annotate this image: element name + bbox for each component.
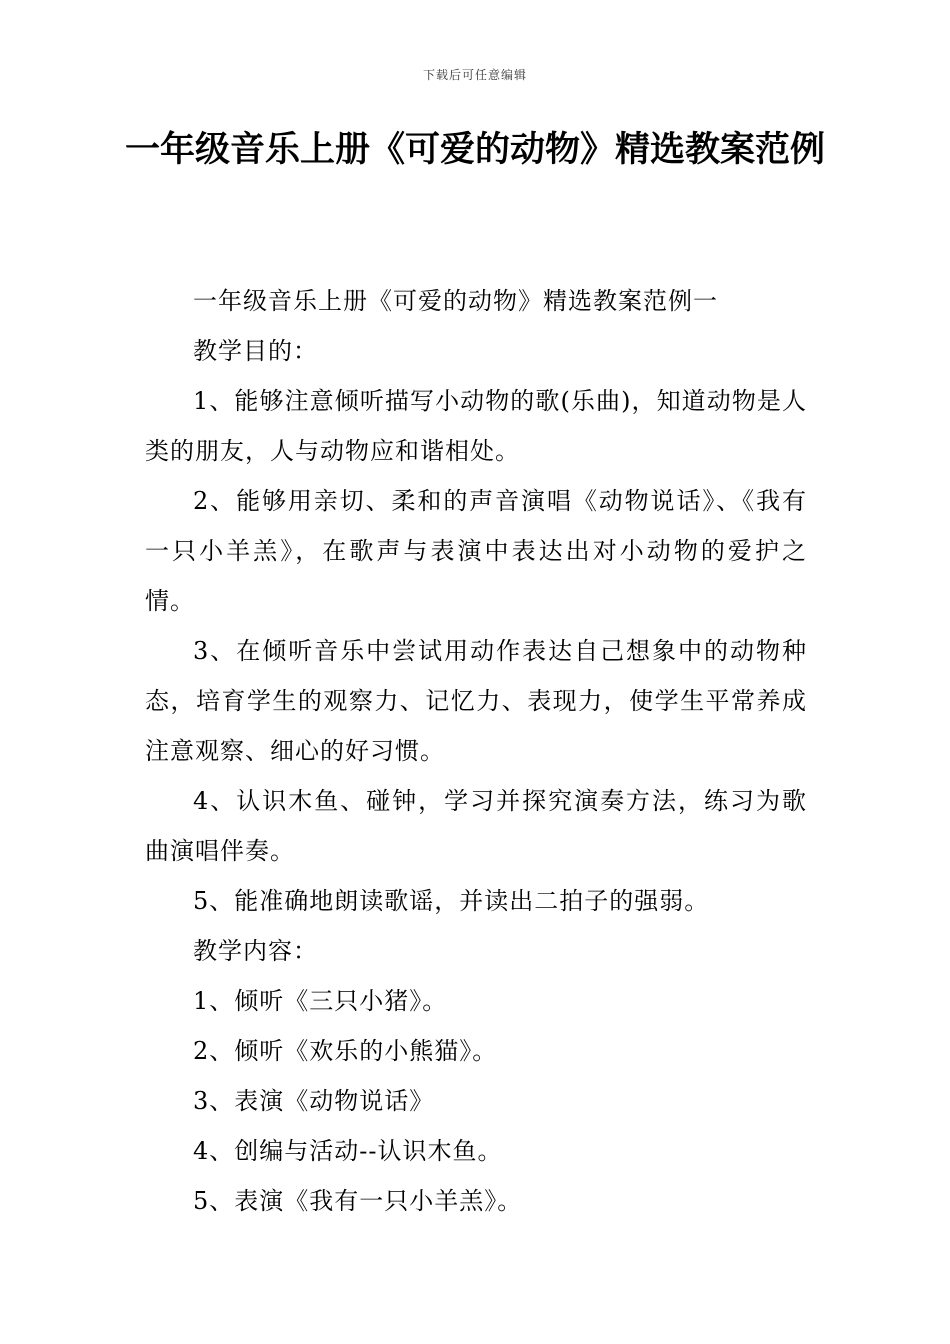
goal-item: 4、认识木鱼、碰钟，学习并探究演奏方法，练习为歌曲演唱伴奏。 bbox=[145, 787, 807, 865]
content-item: 4、创编与活动--认识木鱼。 bbox=[193, 1137, 503, 1165]
content-item: 3、表演《动物说话》 bbox=[193, 1087, 435, 1115]
section-heading: 一年级音乐上册《可爱的动物》精选教案范例一 bbox=[193, 287, 718, 315]
document-title: 一年级音乐上册《可爱的动物》精选教案范例 bbox=[124, 130, 825, 170]
goal-item: 2、能够用亲切、柔和的声音演唱《动物说话》、《我有一只小羊羔》，在歌声与表演中表达出对小动物的爱护之情。 bbox=[145, 487, 807, 615]
goal-item: 5、能准确地朗读歌谣，并读出二拍子的强弱。 bbox=[193, 887, 710, 915]
goal-item: 3、在倾听音乐中尝试用动作表达自己想象中的动物种态，培育学生的观察力、记忆力、表现力，使学生平常养成注意观察、细心的好习惯。 bbox=[145, 637, 807, 765]
subheading-teaching-goals: 教学目的： bbox=[193, 337, 318, 365]
content-item: 2、倾听《欢乐的小熊猫》。 bbox=[193, 1037, 498, 1065]
goal-item: 1、能够注意倾听描写小动物的歌(乐曲)，知道动物是人类的朋友，人与动物应和谐相处。 bbox=[145, 387, 807, 465]
content-item: 5、表演《我有一只小羊羔》。 bbox=[193, 1187, 523, 1215]
subheading-teaching-content: 教学内容： bbox=[193, 937, 318, 965]
content-item: 1、倾听《三只小猪》。 bbox=[193, 987, 448, 1015]
page-header-note: 下载后可任意编辑 bbox=[422, 68, 527, 82]
document-body bbox=[145, 276, 807, 1226]
